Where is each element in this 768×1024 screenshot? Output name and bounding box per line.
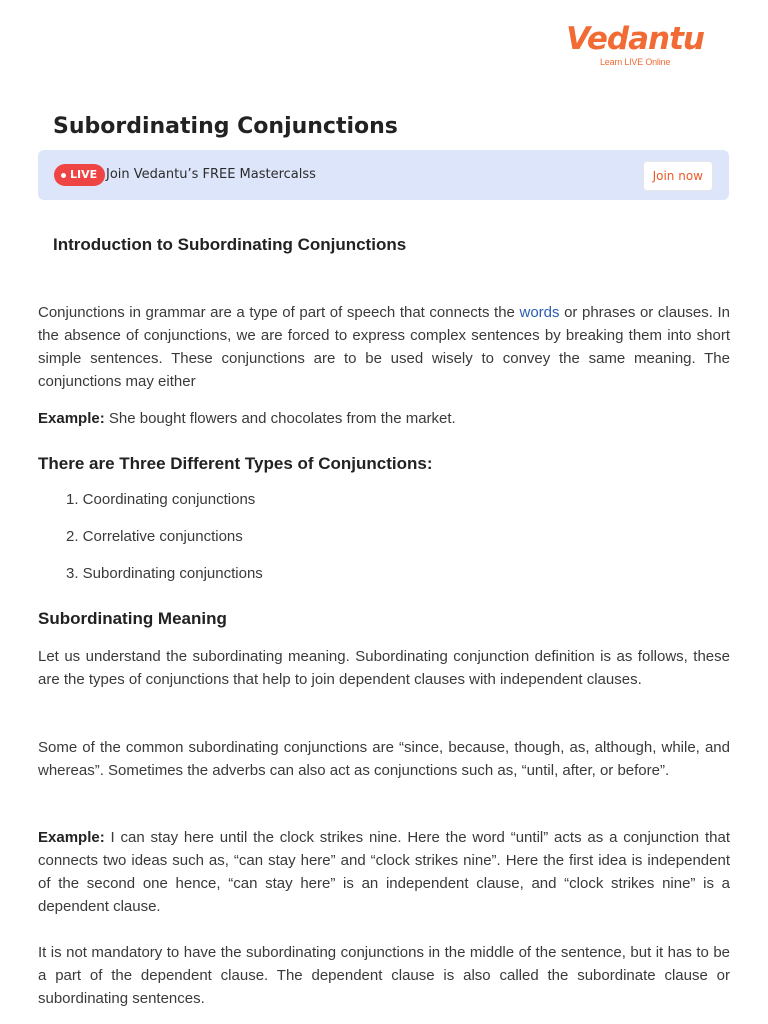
intro-heading: Introduction to Subordinating Conjunctions: [53, 235, 407, 254]
banner-text: Join Vedantu’s FREE Mastercalss: [106, 167, 316, 182]
list-item: 2. Correlative conjunctions: [66, 528, 243, 545]
list-item: 1. Coordinating conjunctions: [66, 491, 256, 508]
example-2-label: Example:: [38, 829, 105, 846]
live-badge: [54, 164, 105, 186]
join-now-button[interactable]: Join now: [643, 161, 713, 191]
para3-text: Some of the common subordinating conjunctions are “since, because, though, as, although, while, and whereas”. Sometimes the adverbs can also act as conjunctions such as, “until, after, or before”.: [38, 739, 730, 779]
example-2-text: I can stay here until the clock strikes nine. Here the word “until” acts as a conjunction that connects two ideas such as, “can stay here” and “clock strikes nine”. Here the first idea is independent of the second one hence, “can stay here” is an independent clause, and “clock strikes nine” is a dependent clause.: [38, 829, 730, 915]
logo-tagline: Learn LIVE Online: [600, 57, 671, 67]
example-1: [38, 407, 730, 430]
list-item: 3. Subordinating conjunctions: [66, 565, 263, 582]
logo-wordmark: Vedantu: [566, 21, 704, 57]
live-badge-label: LIVE: [70, 168, 98, 181]
types-heading: There are Three Different Types of Conjunctions:: [38, 454, 433, 473]
intro-paragraph: [38, 301, 730, 393]
masterclass-banner: [38, 150, 729, 200]
types-list: [66, 490, 666, 601]
vedantu-logo[interactable]: [566, 22, 704, 67]
para1-text-a: Conjunctions in grammar are a type of part of speech that connects the: [38, 304, 520, 321]
para1-text-b: or phrases or clauses. In the absence of conjunctions, we are forced to express complex sentences by breaking them into short simple sentences. These conjunctions are to be used wisely to convey the same meaning. The conjunctions may either: [38, 304, 730, 390]
example-2: [38, 826, 730, 918]
words-link[interactable]: words: [519, 304, 560, 321]
example-1-text: She bought flowers and chocolates from the market.: [104, 410, 456, 427]
example-1-label: Example:: [38, 410, 105, 427]
meaning-heading: Subordinating Meaning: [38, 609, 227, 628]
common-conjunctions-paragraph: [38, 736, 730, 782]
meaning-paragraph: [38, 645, 730, 691]
live-dot-icon: [61, 173, 66, 178]
dependent-clause-paragraph: [38, 941, 730, 1010]
para2-text: Let us understand the subordinating meaning. Subordinating conjunction definition is as follows, these are the types of conjunctions that help to join dependent clauses with independent clauses.: [38, 648, 730, 688]
page-title: Subordinating Conjunctions: [53, 114, 398, 139]
para4-text: It is not mandatory to have the subordinating conjunctions in the middle of the sentence, but it has to be a part of the dependent clause. The dependent clause is also called the subordinate clause or subordinating sentences.: [38, 944, 730, 1007]
